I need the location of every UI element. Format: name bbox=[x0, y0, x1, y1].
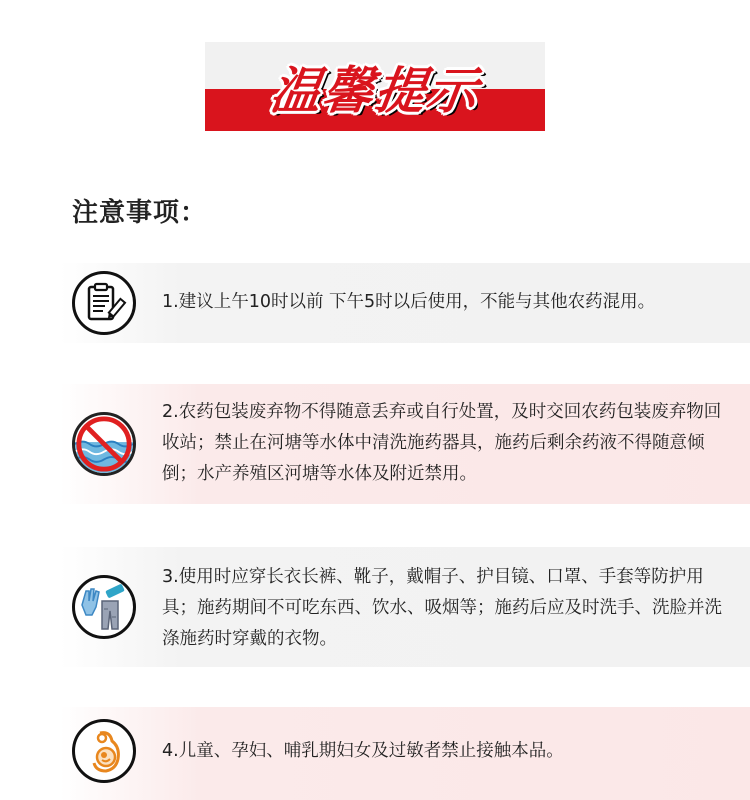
notice-item-1 bbox=[0, 263, 750, 343]
protective-gear-icon bbox=[72, 575, 136, 639]
no-water-icon bbox=[72, 412, 136, 476]
notice-item-3 bbox=[0, 547, 750, 667]
pregnant-woman-icon bbox=[72, 719, 136, 783]
notice-text-2: 2.农药包装废弃物不得随意丢弃或自行处置，及时交回农药包装废弃物回收站；禁止在河塘等水体中清洗施药器具，施药后剩余药液不得随意倾倒；水产养殖区河塘等水体及附近禁用。 bbox=[162, 402, 722, 484]
notice-item-2 bbox=[0, 384, 750, 504]
notice-text-4: 4.儿童、孕妇、哺乳期妇女及过敏者禁止接触本品。 bbox=[162, 741, 564, 761]
banner-title: 温馨提示 bbox=[266, 61, 484, 120]
header-banner bbox=[205, 42, 545, 131]
section-title: 注意事项： bbox=[72, 198, 208, 228]
notice-item-4 bbox=[0, 707, 750, 800]
notice-text-1: 1.建议上午10时以前 下午5时以后使用，不能与其他农药混用。 bbox=[162, 292, 656, 312]
clipboard-pen-icon bbox=[72, 271, 136, 335]
notice-text-3: 3.使用时应穿长衣长裤、靴子，戴帽子、护目镜、口罩、手套等防护用具；施药期间不可吃东西、饮水、吸烟等；施药后应及时洗手、洗脸并洗涤施药时穿戴的衣物。 bbox=[162, 567, 722, 649]
